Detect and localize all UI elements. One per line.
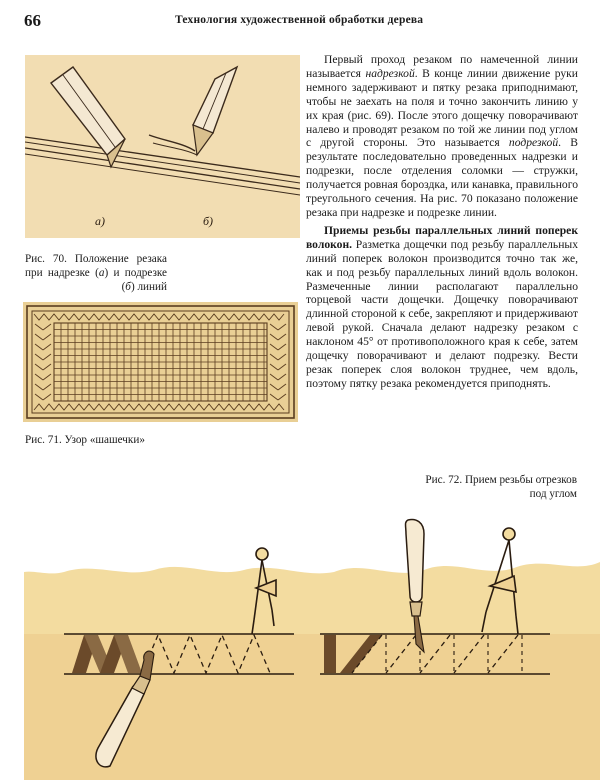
paragraph-1: Первый проход резаком по намеченной линии называется надрезкой. В конце линии движение руки немного задерживают и пятку резака приподнимают, чтобы не заехать на поля и точно закончить линию у их края (рис. 69). После этого дощечку поворачивают налево и проводят резаком по той же линии под углом с другой стороны. Это называется подрезкой. В результате последовательно проведенных надрезки и подрезки, после отделения соломки — стружки, получается ровная бороздка, или канавка, правильного треугольного сечения. На рис. 70 показано положение резака при надрезке и подрезке линии. bbox=[306, 53, 579, 219]
page-number: 66 bbox=[24, 11, 41, 30]
running-title: Технология художественной обработки дерева bbox=[175, 14, 424, 26]
checker-grid bbox=[54, 323, 267, 401]
figure-72-caption: Рис. 72. Прием резьбы отрезков под углом bbox=[425, 474, 577, 500]
main-text bbox=[306, 53, 578, 391]
figure-71-illustration bbox=[23, 302, 298, 422]
figure-70-caption: Рис. 70. Положение резака при надрезке (а) и подрезке (б) линий bbox=[25, 253, 167, 293]
figure-70-label-a: а) bbox=[95, 214, 105, 228]
figure-70-label-b: б) bbox=[203, 214, 214, 228]
knife-right-icon bbox=[406, 520, 425, 652]
section-heading: Приемы резьбы параллельных линий поперек волокон. bbox=[306, 223, 578, 251]
figure-72-illustration bbox=[24, 512, 600, 780]
cutter-knife-b-icon bbox=[149, 67, 237, 155]
figure-70-illustration bbox=[25, 55, 300, 238]
cutter-knife-a-icon bbox=[51, 67, 125, 167]
paragraph-2: Приемы резьбы параллельных линий поперек волокон. Разметка дощечки под резьбу параллельных линий поперек волокон производится точно так же, как и под резьбу параллельных линий вдоль волокон. Размеченные линии располагают параллельно торцевой части дощечки. Дощечку поворачивают длинной стороной к себе, закрепляют и придерживают левой рукой. Сначала делают надрезку резаком с наклоном 45° от противоположного края к себе, затем дощечку поворачивают и делают подрезку. Вести резак поперек слоя волокон труднее, чем вдоль, поэтому пятку резака рекомендуется приподнять. bbox=[306, 223, 578, 390]
figure-71-caption: Рис. 71. Узор «шашечки» bbox=[25, 434, 145, 446]
